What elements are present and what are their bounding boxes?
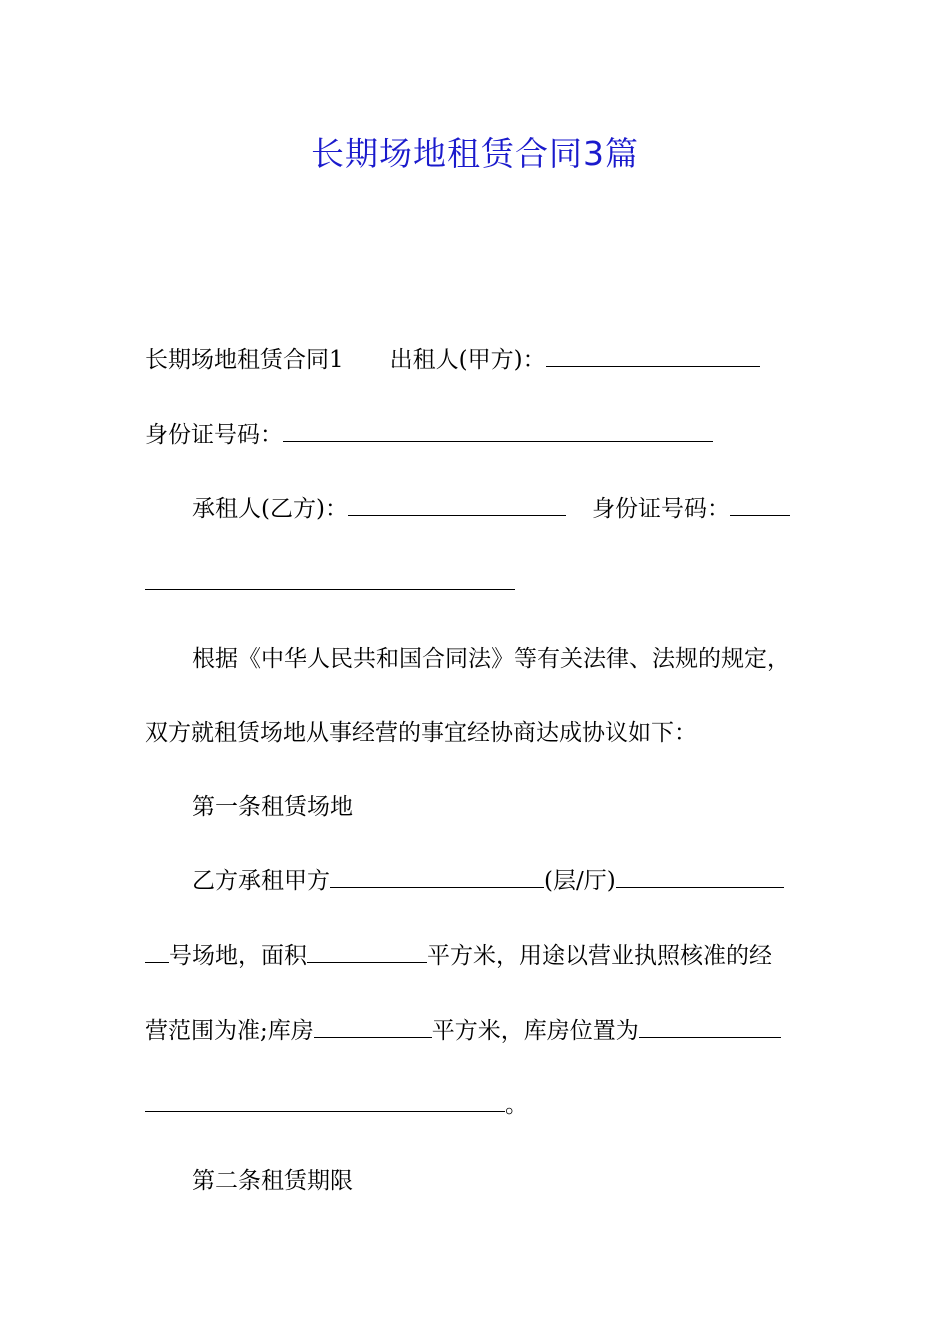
lessor-id-blank bbox=[283, 421, 713, 442]
site-number-blank bbox=[145, 942, 169, 963]
paragraph-line bbox=[192, 644, 790, 674]
contract-heading-line bbox=[145, 345, 760, 375]
lessor-id-label: 身份证号码： bbox=[145, 422, 283, 448]
floor-blank bbox=[330, 867, 544, 888]
storage-location-blank-continued bbox=[145, 1091, 505, 1112]
article-1-heading: 第一条租赁场地 bbox=[192, 794, 353, 820]
paragraph-line bbox=[145, 718, 697, 748]
article-1-text: 营范围为准;库房 bbox=[145, 1018, 314, 1044]
lessee-line bbox=[192, 494, 790, 524]
lessee-id-blank-continued bbox=[145, 569, 515, 590]
storage-location-blank bbox=[639, 1017, 781, 1038]
period-mark: 。 bbox=[505, 1092, 528, 1118]
lessee-id-continuation bbox=[145, 568, 515, 598]
hall-blank bbox=[616, 867, 784, 888]
article-1-text: 号场地，面积 bbox=[169, 943, 307, 969]
article-1-text: 平方米，用途以营业执照核准的经 bbox=[427, 943, 772, 969]
article-2-heading: 第二条租赁期限 bbox=[192, 1168, 353, 1194]
article-heading bbox=[192, 792, 353, 822]
storage-area-blank bbox=[314, 1017, 432, 1038]
area-blank bbox=[307, 942, 427, 963]
agreement-text: 双方就租赁场地从事经营的事宜经协商达成协议如下： bbox=[145, 720, 697, 746]
contract-heading: 长期场地租赁合同1 bbox=[145, 347, 344, 373]
article-1-line bbox=[145, 1016, 781, 1046]
basis-text: 根据《中华人民共和国合同法》等有关法律、法规的规定， bbox=[192, 646, 790, 672]
document-title: 长期场地租赁合同3篇 bbox=[311, 134, 639, 173]
lessee-blank bbox=[348, 495, 566, 516]
lessee-label: 承租人(乙方)： bbox=[192, 496, 348, 522]
article-1-text: 平方米，库房位置为 bbox=[431, 1018, 639, 1044]
article-1-line bbox=[192, 866, 784, 896]
article-heading bbox=[192, 1166, 353, 1196]
article-1-text: 乙方承租甲方 bbox=[192, 868, 330, 894]
lessor-label: 出租人(甲方)： bbox=[389, 347, 546, 373]
article-1-line bbox=[145, 941, 772, 971]
lessee-id-blank bbox=[730, 495, 790, 516]
floor-unit-text: (层/厅) bbox=[544, 868, 616, 894]
lessee-id-label: 身份证号码： bbox=[591, 496, 730, 522]
lessor-id-line bbox=[145, 420, 713, 450]
article-1-line bbox=[145, 1090, 528, 1120]
lessor-blank bbox=[546, 346, 760, 367]
